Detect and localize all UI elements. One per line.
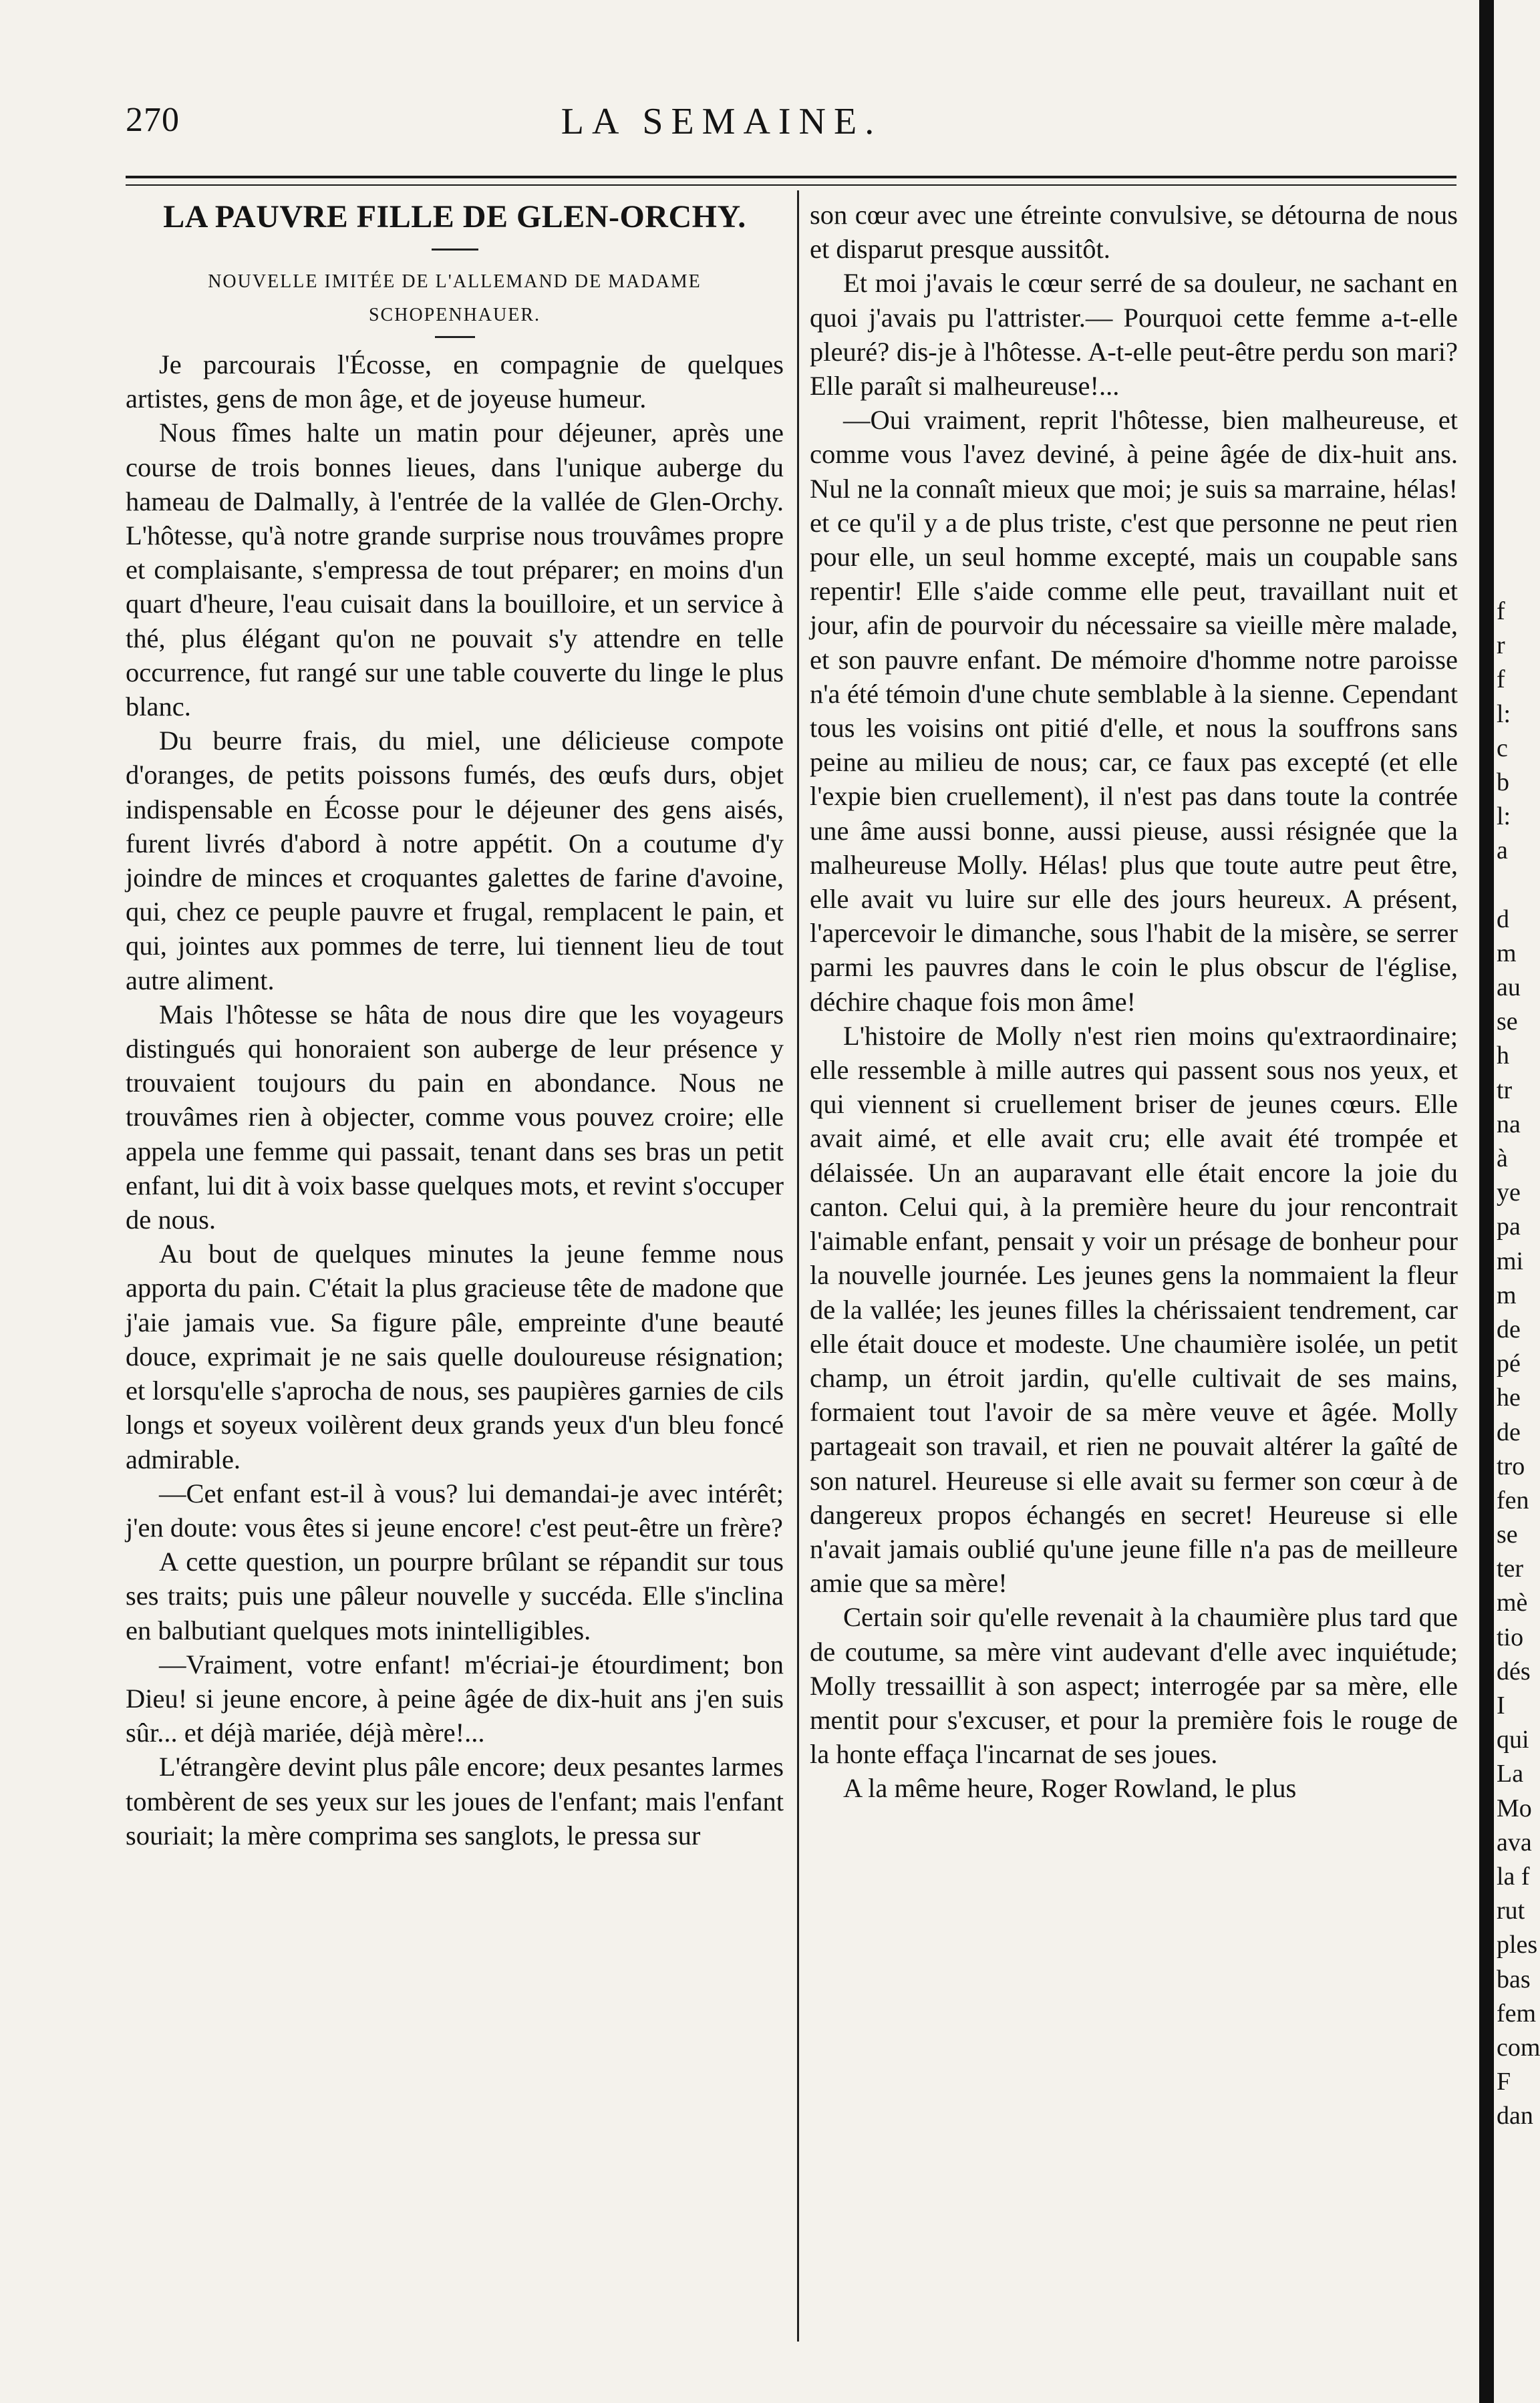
margin-fragment: na bbox=[1497, 1110, 1521, 1138]
margin-fragment: r bbox=[1497, 631, 1505, 660]
paragraph: L'étrangère devint plus pâle encore; deux pesantes larmes tombèrent de ses yeux sur les joues de l'enfant; mais l'enfant souriait; la mère comprima ses sanglots, le pressa sur bbox=[126, 1752, 784, 1851]
margin-fragment: bas bbox=[1497, 1965, 1531, 1993]
margin-fragment: m bbox=[1497, 1281, 1517, 1309]
margin-fragment: qui bbox=[1497, 1726, 1529, 1754]
margin-fragment: fem bbox=[1497, 1999, 1537, 2028]
margin-fragment: h bbox=[1497, 1042, 1509, 1070]
margin-fragment: La bbox=[1497, 1760, 1524, 1788]
paragraph: Et moi j'avais le cœur serré de sa douleur, ne sachant en quoi j'avais pu l'attrister.— Pourquoi cette femme a-t-elle pleuré? dis-je à l'hôtesse. A-t-elle peut-être perdu son mari? Elle paraît si malheureuse!... bbox=[810, 268, 1458, 402]
margin-fragment: l: bbox=[1497, 699, 1511, 728]
paragraph: Je parcourais l'Écosse, en compagnie de quelques artistes, gens de mon âge, et de joyeuse humeur. bbox=[126, 349, 784, 414]
margin-fragment: com bbox=[1497, 2033, 1540, 2062]
running-title: LA SEMAINE. bbox=[561, 101, 883, 142]
paragraph: —Cet enfant est-il à vous? lui demandai-je avec intérêt; j'en doute: vous êtes si jeune encore! c'est peut-être un frère? bbox=[126, 1478, 784, 1543]
article-subtitle-line1: NOUVELLE IMITÉE DE L'ALLEMAND DE MADAME bbox=[208, 271, 702, 292]
margin-fragment: tio bbox=[1497, 1623, 1524, 1651]
margin-fragment: F bbox=[1497, 2068, 1511, 2096]
title-divider bbox=[432, 249, 478, 251]
header-rule-thin bbox=[126, 184, 1456, 186]
margin-fragment: dés bbox=[1497, 1657, 1531, 1686]
margin-fragment: rut bbox=[1497, 1897, 1525, 1925]
margin-fragment: f bbox=[1497, 665, 1505, 694]
margin-fragment: tr bbox=[1497, 1076, 1513, 1104]
margin-fragment bbox=[1497, 868, 1529, 903]
margin-fragment: mè bbox=[1497, 1589, 1528, 1617]
margin-fragment: se bbox=[1497, 1520, 1518, 1549]
column-separator bbox=[797, 190, 799, 2342]
margin-fragment: I bbox=[1497, 1692, 1505, 1720]
paragraph: Au bout de quelques minutes la jeune femme nous apporta du pain. C'était la plus gracieuse tête de madone que j'aie jamais vue. Sa figure pâle, empreinte d'une beauté douce, exprimait je ne sais quelle douloureuse résignation; et lorsqu'elle s'aprocha de nous, ses paupières garnies de cils longs et soyeux voilèrent deux grands yeux d'un bleu foncé admirable. bbox=[126, 1239, 784, 1474]
paragraph: Nous fîmes halte un matin pour déjeuner, après une course de trois bonnes lieues, dans l'unique auberge du hameau de Dalmally, à l'entrée de la vallée de Glen-Orchy. L'hôtesse, qu'à notre grande surprise nous trouvâmes propre et complaisante, s'empressa de tout préparer; en moins d'un quart d'heure, l'eau cuisait dans la bouilloire, et un service à thé, plus élégant qu'on ne pouvait s'y attendre en telle occurrence, fut rangé sur une table couverte du linge le plus blanc. bbox=[126, 418, 784, 722]
margin-fragment: f bbox=[1497, 597, 1505, 625]
margin-fragment: ter bbox=[1497, 1555, 1524, 1583]
margin-fragment: m bbox=[1497, 939, 1517, 967]
margin-fragment: c bbox=[1497, 734, 1508, 762]
subtitle-divider bbox=[435, 336, 475, 338]
margin-fragment: de bbox=[1497, 1418, 1521, 1446]
margin-fragment: b bbox=[1497, 768, 1509, 796]
margin-fragment: dan bbox=[1497, 2102, 1533, 2130]
article-subtitle-line2: SCHOPENHAUER. bbox=[368, 305, 541, 325]
margin-fragment: l: bbox=[1497, 802, 1511, 831]
page-edge-bar bbox=[1479, 0, 1494, 2403]
paragraph: Certain soir qu'elle revenait à la chaumière plus tard que de coutume, sa mère vint audevant d'elle avec inquiétude; Molly tressaillit à son aspect; interrogée par sa mère, elle mentit pour s'excuser, et pour la première fois le rouge de la honte effaça l'incarnat de ses joues. bbox=[810, 1602, 1458, 1770]
margin-fragment: la f bbox=[1497, 1862, 1530, 1891]
margin-fragment: à bbox=[1497, 1144, 1508, 1172]
left-column bbox=[126, 198, 784, 1853]
paragraph: A la même heure, Roger Rowland, le plus bbox=[843, 1773, 1297, 1804]
paragraph-continuation: son cœur avec une étreinte convulsive, se détourna de nous et disparut presque aussitôt. bbox=[810, 200, 1458, 265]
paragraph: A cette question, un pourpre brûlant se répandit sur tous ses traits; puis une pâleur nouvelle y succéda. Elle s'inclina en balbutiant quelques mots inintelligibles. bbox=[126, 1547, 784, 1645]
margin-fragment: Mo bbox=[1497, 1794, 1532, 1822]
paragraph: —Vraiment, votre enfant! m'écriai-je étourdiment; bon Dieu! si jeune encore, à peine âgée de dix-huit ans j'en suis sûr... et déjà mariée, déjà mère!... bbox=[126, 1649, 784, 1748]
paragraph: Mais l'hôtesse se hâta de nous dire que les voyageurs distingués qui honoraient son auberge de leur présence y trouvaient toujours du pain en abondance. Nous ne trouvâmes rien à objecter, comme vous pouvez croire; elle appela une femme qui passait, tenant dans ses bras un petit enfant, lui dit à voix basse quelques mots, et revint s'occuper de nous. bbox=[126, 999, 784, 1235]
margin-fragment: ye bbox=[1497, 1178, 1521, 1207]
margin-fragment: pa bbox=[1497, 1213, 1521, 1241]
paragraph: L'histoire de Molly n'est rien moins qu'extraordinaire; elle ressemble à mille autres qui passent sous nos yeux, et qui viennent si cruellement briser de jeunes cœurs. Elle avait aimé, et elle avait cru; elle avait été trompée et délaissée. Un an auparavant elle était encore la joie du canton. Celui qui, à la première heure du jour rencontrait l'aimable enfant, pensait y voir un présage de bonheur pour la nouvelle journée. Les jeunes gens la nommaient la fleur de la vallée; les jeunes filles la chérissaient tendrement, car elle était douce et modeste. Une chaumière isolée, un petit champ, un étroit jardin, qu'elle cultivait de ses mains, formaient tout l'avoir de sa mère veuve et âgée. Molly partageait son travail, et rien ne pouvait altérer la gaîté de son naturel. Heureuse si elle avait su fermer son cœur à de dangereux propos échangés en secret! Heureuse si elle n'avait jamais oublié qu'une jeune fille n'a pas de meilleure amie que sa mère! bbox=[810, 1020, 1458, 1599]
margin-fragment: he bbox=[1497, 1384, 1521, 1412]
margin-fragment: se bbox=[1497, 1007, 1518, 1036]
paragraph: Du beurre frais, du miel, une délicieuse compote d'oranges, de petits poissons fumés, des œufs durs, objet indispensable en Écosse pour le déjeuner des gens aisés, furent livrés d'abord à notre appétit. On a coutume d'y joindre de minces et croquantes galettes de farine d'avoine, qui, chez ce peuple pauvre et frugal, remplacent le pain, et qui, jointes aux pommes de terre, lui tiennent lieu de tout autre aliment. bbox=[126, 726, 784, 995]
margin-fragment: a bbox=[1497, 836, 1508, 865]
right-column bbox=[810, 198, 1458, 1806]
margin-fragment: ples bbox=[1497, 1931, 1538, 1959]
header-rule-thick bbox=[126, 176, 1456, 178]
page-number: 270 bbox=[126, 101, 180, 139]
margin-fragment: d bbox=[1497, 905, 1509, 933]
paragraph: —Oui vraiment, reprit l'hôtesse, bien malheureuse, et comme vous l'avez deviné, à peine âgée de dix-huit ans. Nul ne la connaît mieux que moi; je suis sa marraine, hélas! et ce qu'il y a de plus triste, c'est que personne ne peut rien pour elle, un seul homme excepté, mais un coupable sans repentir! Elle s'aide comme elle peut, travaillant nuit et jour, afin de pourvoir du nécessaire sa vieille mère malade, et son pauvre enfant. De mémoire d'homme notre paroisse n'a été témoin d'une chute semblable à la sienne. Cependant tous les voisins ont pitié d'elle, et nous la souffrons sans peine au milieu de nous; car, ce faux pas excepté (et elle l'expie bien cruellement), il n'est pas dans toute la contrée une âme aussi bonne, aussi pieuse, aussi résignée que la malheureuse Molly. Hélas! plus que toute autre peut être, elle avait vu luire sur elle des jours heureux. A présent, l'apercevoir le dimanche, sous l'habit de la misère, se serrer parmi les pauvres dans le coin le plus obscur de l'église, déchire chaque fois mon âme! bbox=[810, 405, 1458, 1017]
margin-fragment: au bbox=[1497, 973, 1521, 1002]
margin-fragment: ava bbox=[1497, 1828, 1532, 1857]
margin-fragment: pé bbox=[1497, 1349, 1521, 1378]
margin-fragment: de bbox=[1497, 1315, 1521, 1343]
margin-fragment: fen bbox=[1497, 1486, 1529, 1514]
adjacent-page-fragments bbox=[1497, 595, 1540, 2133]
article-title: LA PAUVRE FILLE DE GLEN-ORCHY. bbox=[163, 199, 746, 234]
margin-fragment: mi bbox=[1497, 1247, 1524, 1275]
margin-fragment: tro bbox=[1497, 1452, 1525, 1480]
